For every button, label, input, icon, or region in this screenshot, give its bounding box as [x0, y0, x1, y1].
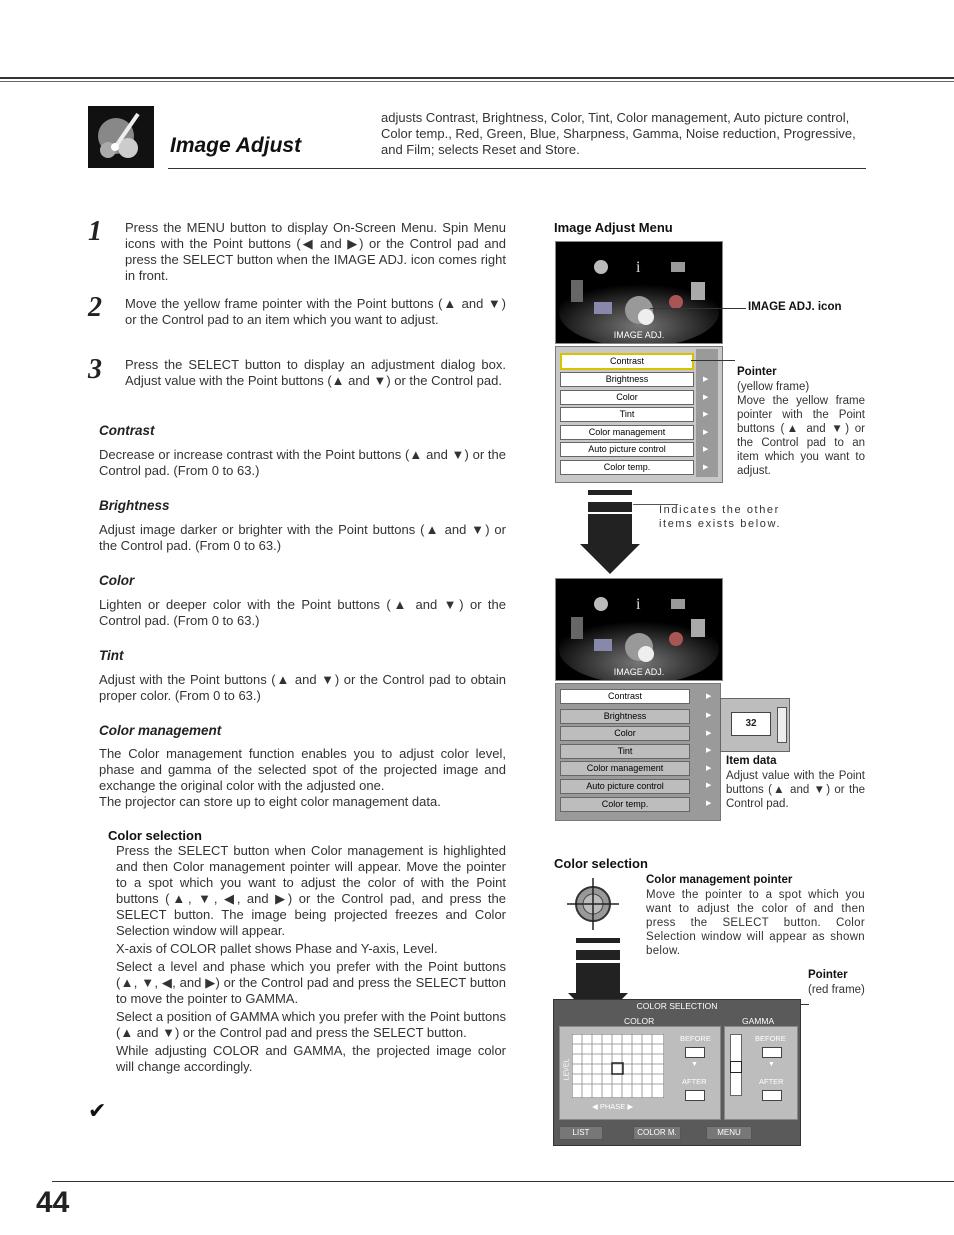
- step-2-text: Move the yellow frame pointer with the Point buttons (▲ and ▼) or the Control pad to an item which you want to adjust.: [125, 296, 506, 327]
- cm-pointer-text: Move the pointer to a spot which you want to adjust the color of and then press the SELECT button. Color Selection window will appear as shown below.: [646, 889, 865, 957]
- menu-item-tint[interactable]: Tint: [560, 744, 690, 759]
- menu-item-auto-picture[interactable]: Auto picture control: [560, 442, 694, 457]
- figure1-title: Image Adjust Menu: [554, 220, 673, 235]
- down-arrow-bar: [576, 938, 620, 943]
- figure1-arrow-strip: [696, 349, 718, 477]
- menu-arrow-icon: ▶: [703, 394, 709, 401]
- cs-gamma-bar: [730, 1034, 742, 1096]
- color-selection-para-4: Select a position of GAMMA which you prefer with the Point buttons (▲ and ▼) or the Control pad and press the SELECT button.: [116, 1009, 506, 1040]
- cs-color-label: COLOR: [624, 1016, 655, 1026]
- image-adj-icon-callout: IMAGE ADJ. icon: [748, 301, 842, 313]
- step-1-number: 1: [88, 216, 102, 247]
- color-selection-para-1: Press the SELECT button when Color management is highlighted and then Color management pointer will appear. Move the pointer to a spot which you want to adjust the color of with the Point buttons (▲, ▼, ◀, and ▶) or the Control pad, and press the SELECT button. The image being projected freezes and Color Selection window will appear.: [116, 843, 506, 938]
- cs-list-button[interactable]: LIST: [559, 1126, 603, 1140]
- top-rule-thin: [0, 81, 954, 82]
- item-data-text: Adjust value with the Point buttons (▲ and ▼) or the Control pad.: [726, 770, 865, 810]
- color-selection-window: [553, 999, 801, 1146]
- cs-after-label-1: AFTER: [682, 1077, 707, 1086]
- cs-before-label-2: BEFORE: [755, 1034, 786, 1043]
- cs-window-title: COLOR SELECTION: [636, 1001, 718, 1011]
- cs-arrow-down-icon: ▼: [691, 1061, 698, 1068]
- down-arrow-bar: [576, 950, 620, 960]
- cs-before-label-1: BEFORE: [680, 1034, 711, 1043]
- down-arrow-bar: [588, 502, 632, 512]
- step-3-text: Press the SELECT button to display an adjustment dialog box. Adjust value with the Point buttons (▲ and ▼) or the Control pad.: [125, 357, 506, 388]
- menu-arrow-icon: ▶: [703, 464, 709, 471]
- color-management-text: The Color management function enables you to adjust color level, phase and gamma of the selected spot of the projected image and exchange the original color with the adjusted one. The projector can store up to eight color management data.: [99, 746, 506, 809]
- step-1-text: Press the MENU button to display On-Screen Menu. Spin Menu icons with the Point buttons (◀ and ▶) or the Control pad and press the SELECT button when the IMAGE ADJ. icon comes right in front.: [125, 220, 506, 283]
- menu-arrow-icon: ▶: [703, 411, 709, 418]
- cs-after-label-2: AFTER: [759, 1077, 784, 1086]
- cs-gamma-label: GAMMA: [742, 1016, 775, 1026]
- color-selection-para-5: While adjusting COLOR and GAMMA, the projected image color will change accordingly.: [116, 1043, 506, 1074]
- item-data-title: Item data: [726, 755, 777, 767]
- top-rule: [0, 77, 954, 79]
- menu-item-auto-picture[interactable]: Auto picture control: [560, 779, 690, 794]
- menu-arrow-icon: ▶: [706, 712, 712, 719]
- menu-item-color-management[interactable]: Color management: [560, 761, 690, 776]
- color-selection-body: [116, 843, 506, 1075]
- figure2-screen: [555, 578, 723, 681]
- color-management-pointer-icon: [565, 876, 621, 932]
- cs-phase-label: ◀ PHASE ▶: [592, 1102, 634, 1111]
- page-number: 44: [36, 1186, 70, 1219]
- menu-item-color-temp[interactable]: Color temp.: [560, 460, 694, 475]
- menu-arrow-icon: ▶: [706, 693, 712, 700]
- menu-arrow-icon: ▶: [703, 446, 709, 453]
- menu-item-brightness[interactable]: Brightness: [560, 709, 690, 724]
- step-2-number: 2: [88, 292, 102, 323]
- pointer-callout-title: Pointer: [737, 366, 777, 378]
- figure1-screen: [555, 241, 723, 344]
- contrast-heading: Contrast: [99, 423, 155, 438]
- cs-after-swatch-2: [762, 1090, 782, 1101]
- pointer-callout-sub: (yellow frame): [737, 381, 810, 393]
- contrast-text: Decrease or increase contrast with the Point buttons (▲ and ▼) or the Control pad. (From 0 to 63.): [99, 447, 506, 478]
- menu-item-color-management[interactable]: Color management: [560, 425, 694, 440]
- pointer-callout-text: Move the yellow frame pointer with the Point buttons (▲ and ▼) or the Control pad to an item which you want to adjust.: [737, 395, 865, 477]
- page-title: Image Adjust: [170, 134, 302, 157]
- menu-arrow-icon: ▶: [706, 730, 712, 737]
- cs-color-m-button[interactable]: COLOR M.: [633, 1126, 681, 1140]
- menu-arrow-icon: ▶: [703, 376, 709, 383]
- cs-gamma-marker[interactable]: [730, 1061, 742, 1073]
- cs-level-label: LEVEL: [563, 1058, 571, 1081]
- brightness-text: Adjust image darker or brighter with the Point buttons (▲ and ▼) or the Control pad. (From 0 to 63.): [99, 522, 506, 553]
- menu-item-contrast[interactable]: Contrast: [560, 689, 690, 704]
- checkmark-icon: ✔: [88, 1098, 107, 1123]
- below-items-note: Indicates the other items exists below.: [659, 504, 782, 530]
- cs-menu-button[interactable]: MENU: [706, 1126, 752, 1140]
- menu-arrow-icon: ▶: [706, 747, 712, 754]
- color-management-heading: Color management: [99, 723, 222, 738]
- figure1-screen-label: IMAGE ADJ.: [613, 330, 665, 340]
- color-heading: Color: [99, 573, 135, 588]
- down-arrow-icon: [580, 514, 640, 574]
- figure2-screen-label: IMAGE ADJ.: [613, 667, 665, 677]
- color-selection-para-2: X-axis of COLOR pallet shows Phase and Y-axis, Level.: [116, 941, 438, 956]
- cm-pointer-title: Color management pointer: [646, 874, 793, 886]
- brightness-heading: Brightness: [99, 498, 170, 513]
- color-text: Lighten or deeper color with the Point buttons (▲ and ▼) or the Control pad. (From 0 to 63.): [99, 597, 506, 628]
- figure1-menu: [555, 346, 723, 483]
- color-selection-para-3: Select a level and phase which you prefer with the Point buttons (▲, ▼, ◀, and ▶) or the Control pad and press the SELECT button to move the pointer to GAMMA.: [116, 959, 506, 1006]
- color-selection-heading: Color selection: [108, 828, 202, 843]
- red-pointer-title: Pointer: [808, 969, 848, 981]
- figure2-menu: [555, 683, 721, 821]
- menu-item-color[interactable]: Color: [560, 390, 694, 405]
- cs-color-grid: [572, 1034, 664, 1098]
- svg-text:i: i: [636, 596, 641, 613]
- step-3-number: 3: [88, 354, 102, 385]
- header-description: adjusts Contrast, Brightness, Color, Tint, Color management, Auto picture control, Color temp., Red, Green, Blue, Sharpness, Gamma, Noise reduction, Progressive, and Film; selects Reset and Store.: [381, 110, 856, 157]
- value-box: 32: [731, 712, 771, 736]
- menu-item-contrast[interactable]: Contrast: [560, 353, 694, 370]
- red-pointer-sub: (red frame): [808, 984, 865, 996]
- icon-callout-line: [650, 308, 746, 309]
- menu-arrow-icon: ▶: [706, 765, 712, 772]
- cs-after-swatch-1: [685, 1090, 705, 1101]
- svg-text:i: i: [636, 259, 641, 276]
- menu-item-brightness[interactable]: Brightness: [560, 372, 694, 387]
- tint-text: Adjust with the Point buttons (▲ and ▼) or the Control pad to obtain proper color. (From 0 to 63.): [99, 672, 506, 703]
- value-dialog: [720, 698, 790, 752]
- cs-before-swatch-2: [762, 1047, 782, 1058]
- figure3-title: Color selection: [554, 856, 648, 871]
- menu-arrow-icon: ▶: [706, 800, 712, 807]
- tint-heading: Tint: [99, 648, 124, 663]
- value-slider-icon: [777, 707, 787, 743]
- cs-arrow-down-icon: ▼: [768, 1061, 775, 1068]
- menu-item-tint[interactable]: Tint: [560, 407, 694, 422]
- menu-arrow-icon: ▶: [706, 782, 712, 789]
- pointer-callout-line: [691, 360, 735, 361]
- menu-arrow-icon: ▶: [703, 429, 709, 436]
- footer-rule: [52, 1181, 954, 1182]
- header-rule: [168, 168, 866, 169]
- menu-item-color[interactable]: Color: [560, 726, 690, 741]
- image-adjust-icon: [88, 106, 154, 168]
- cs-before-swatch-1: [685, 1047, 705, 1058]
- menu-item-color-temp[interactable]: Color temp.: [560, 797, 690, 812]
